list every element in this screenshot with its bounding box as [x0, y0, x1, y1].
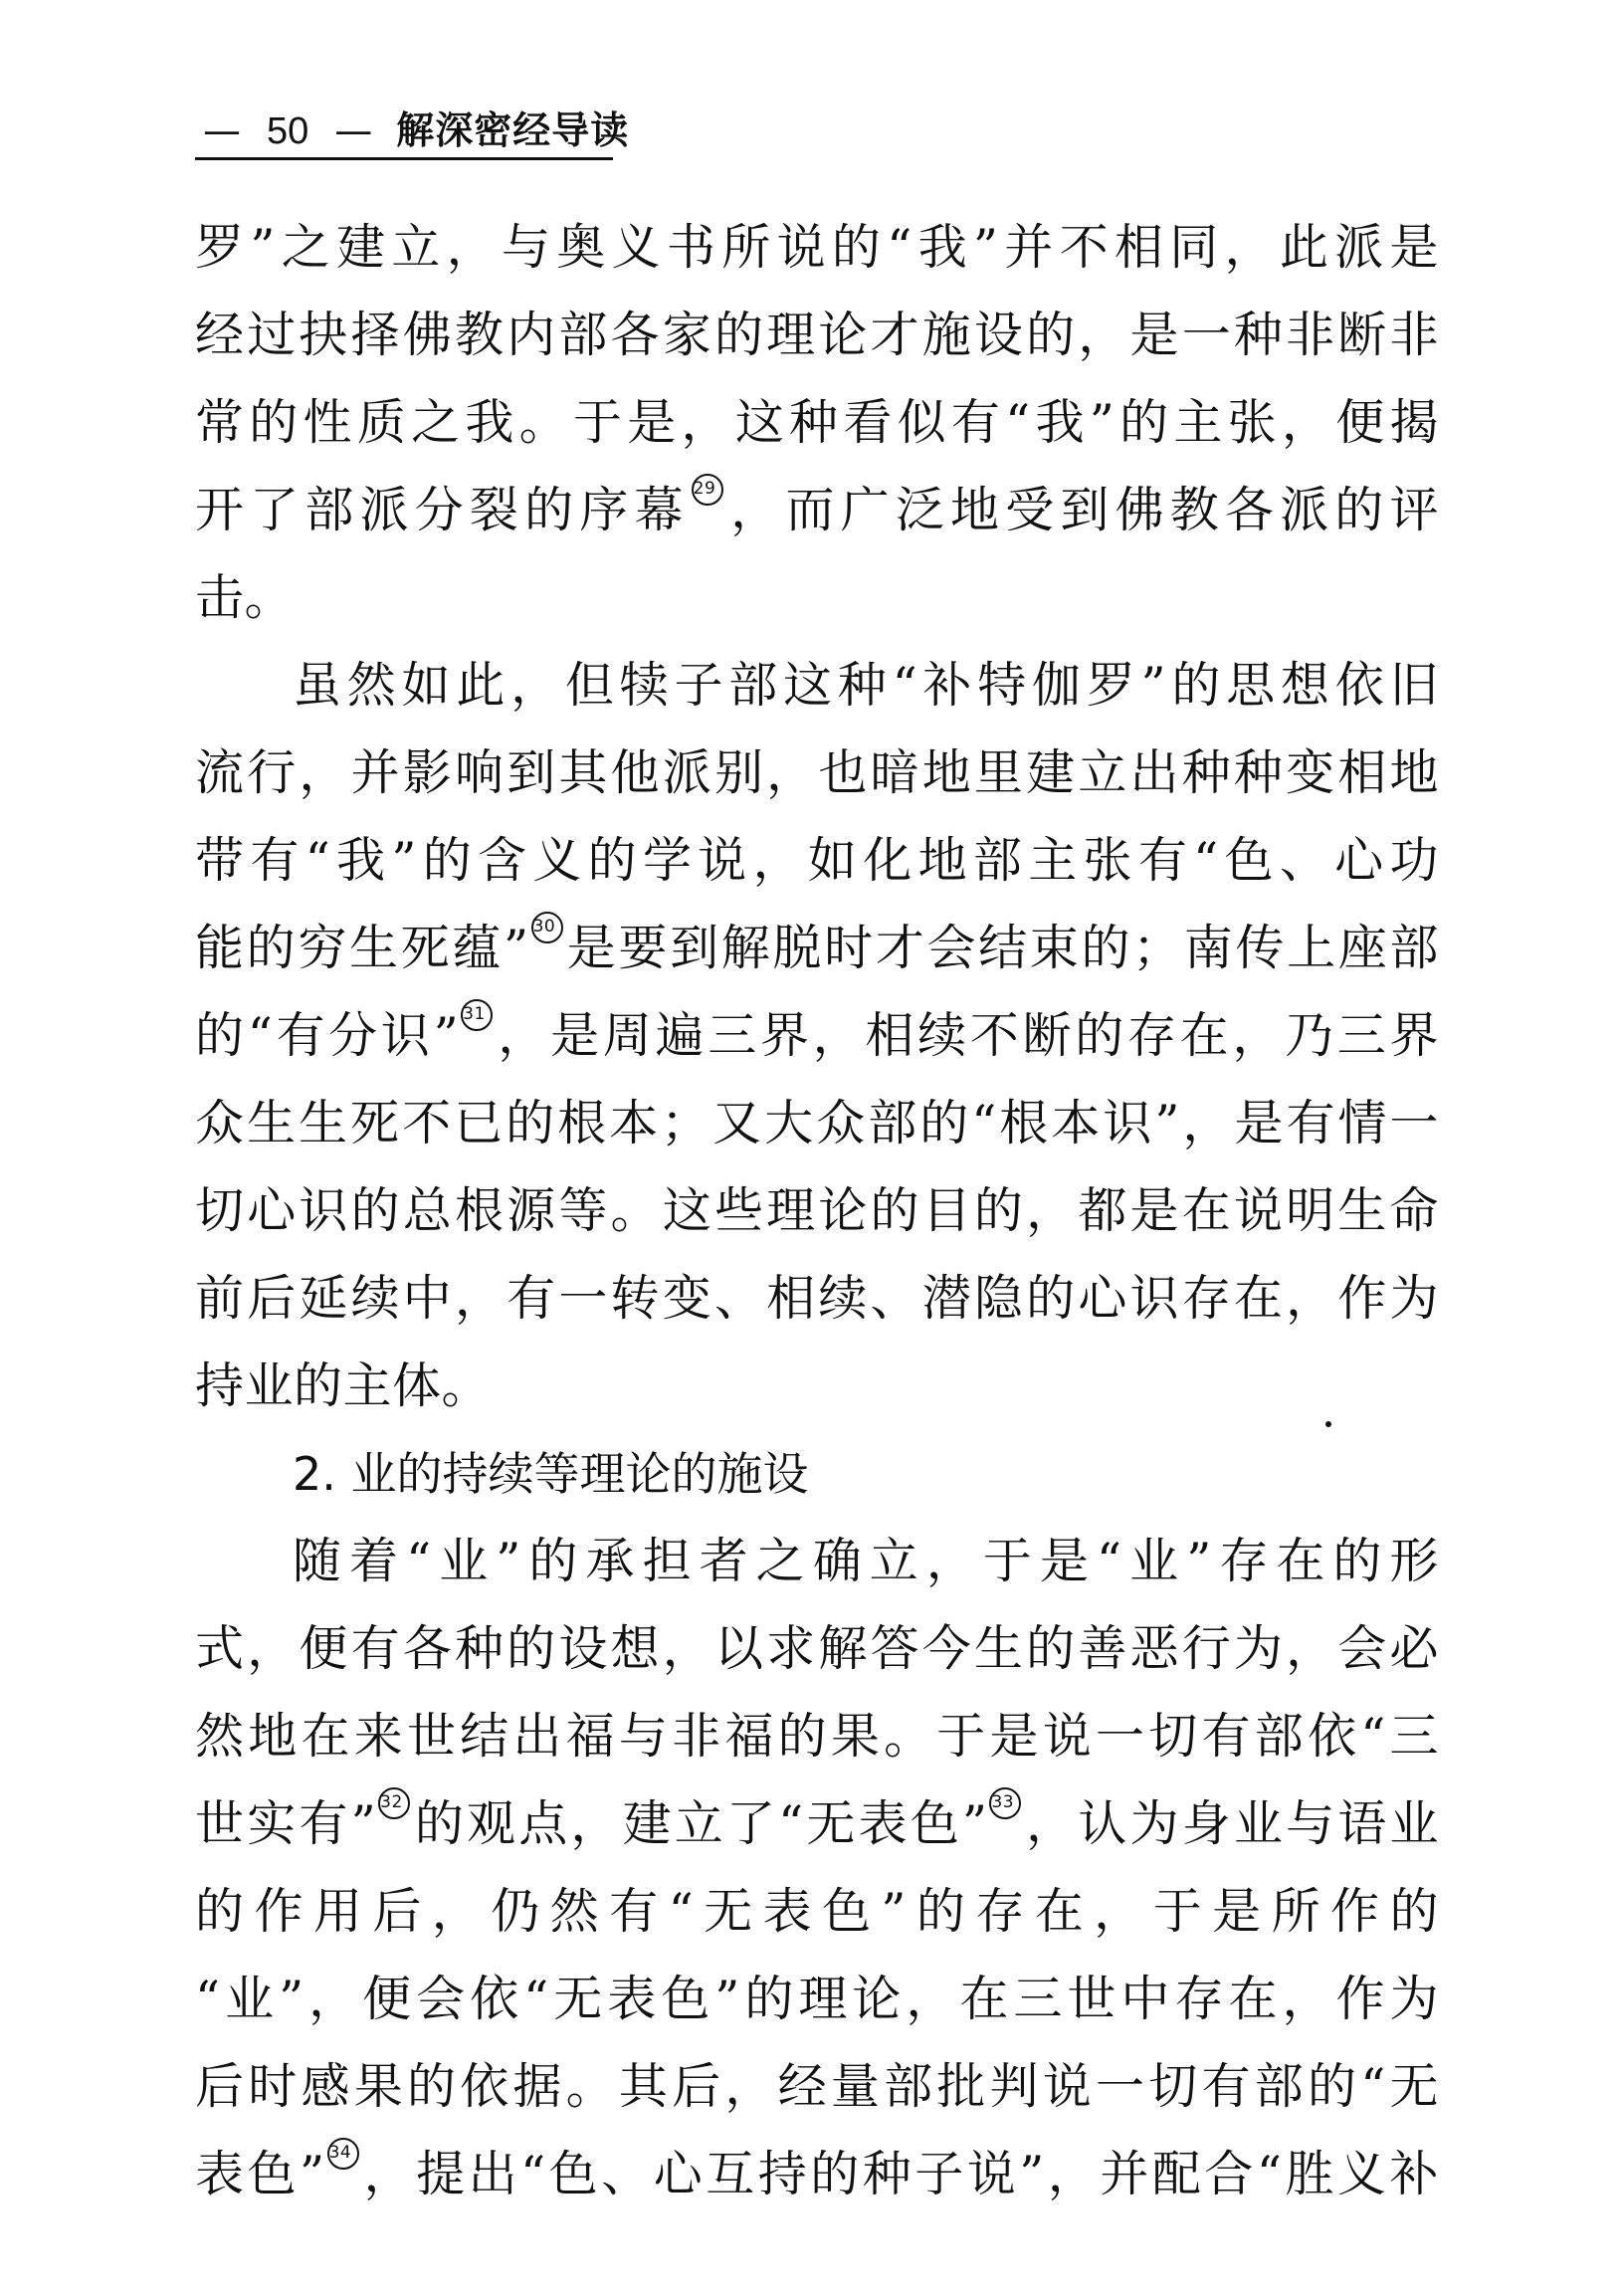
text-segment: 是要到解脱时才会结束的；南传上座部: [564, 920, 1439, 976]
text-line: 前后延续中，有一转变、相续、潜隐的心识存在，作为: [195, 1270, 1439, 1327]
footnote-marker: 34: [327, 2138, 359, 2170]
text-segment: ，认为身业与语业: [1023, 1795, 1439, 1852]
running-header: [195, 107, 630, 160]
text-line: 的作用后，仍然有“无表色”的存在，于是所作的: [195, 1883, 1439, 1940]
footnote-marker: 30: [531, 912, 563, 943]
text-line: 带有“我”的含义的学说，如化地部主张有“色、心功: [195, 832, 1439, 889]
text-line: [195, 467, 1439, 554]
footnote-marker: 33: [989, 1787, 1021, 1819]
footnote-marker: 32: [378, 1787, 410, 1819]
text-line: 常的性质之我。于是，这种看似有“我”的主张，便揭: [195, 394, 1439, 451]
page-number: 50: [267, 110, 309, 152]
header-dash-right: —: [334, 108, 373, 152]
text-segment: 开了部派分裂的序幕: [195, 482, 690, 538]
text-line: 随着“业”的承担者之确立，于是“业”存在的形: [293, 1533, 1439, 1589]
text-segment: 的“有分识”: [195, 1007, 460, 1064]
text-line: 流行，并影响到其他派别，也暗地里建立出种种变相地: [195, 744, 1439, 801]
scan-speck: [1325, 1421, 1331, 1427]
text-segment: ，而广泛地受到佛教各派的评: [724, 482, 1439, 538]
text-segment: 世实有”: [195, 1795, 377, 1852]
text-line: 持业的主体。: [195, 1357, 492, 1414]
text-line: 后时感果的依据。其后，经量部批判说一切有部的“无: [195, 2058, 1439, 2115]
text-line: [195, 905, 1439, 992]
text-line: “业”，便会依“无表色”的理论，在三世中存在，作为: [195, 1971, 1439, 2027]
text-segment: 表色”: [195, 2146, 325, 2202]
book-title: 解深密经导读: [396, 108, 630, 152]
text-line: [195, 992, 1439, 1080]
text-line: 切心识的总根源等。这些理论的目的，都是在说明生命: [195, 1182, 1439, 1239]
footnote-marker: 31: [461, 999, 493, 1031]
text-line: 击。: [195, 569, 295, 626]
footnote-marker: 29: [692, 474, 723, 506]
text-line: 经过抉择佛教内部各家的理论才施设的，是一种非断非: [195, 307, 1439, 363]
section-heading: 2. 业的持续等理论的施设: [293, 1447, 809, 1501]
text-line: 众生生死不已的根本；又大众部的“根本识”，是有情一: [195, 1095, 1439, 1151]
text-line: [195, 1780, 1439, 1868]
text-line: 然地在来世结出福与非福的果。于是说一切有部依“三: [195, 1708, 1439, 1765]
text-line: 罗”之建立，与奥义书所说的“我”并不相同，此派是: [195, 219, 1439, 276]
text-segment: ，是周遍三界，相续不断的存在，乃三界: [495, 1007, 1439, 1064]
text-segment: 的观点，建立了“无表色”: [412, 1795, 988, 1852]
text-segment: 能的穷生死蕴”: [195, 920, 529, 976]
text-segment: ，提出“色、心互持的种子说”，并配合“胜义补: [360, 2146, 1439, 2202]
text-line: [195, 2131, 1439, 2218]
text-line: 式，便有各种的设想，以求解答今生的善恶行为，会必: [195, 1620, 1439, 1677]
text-line: 虽然如此，但犊子部这种“补特伽罗”的思想依旧: [293, 657, 1439, 714]
header-dash-left: —: [203, 108, 241, 152]
body-text: [195, 204, 1439, 2218]
